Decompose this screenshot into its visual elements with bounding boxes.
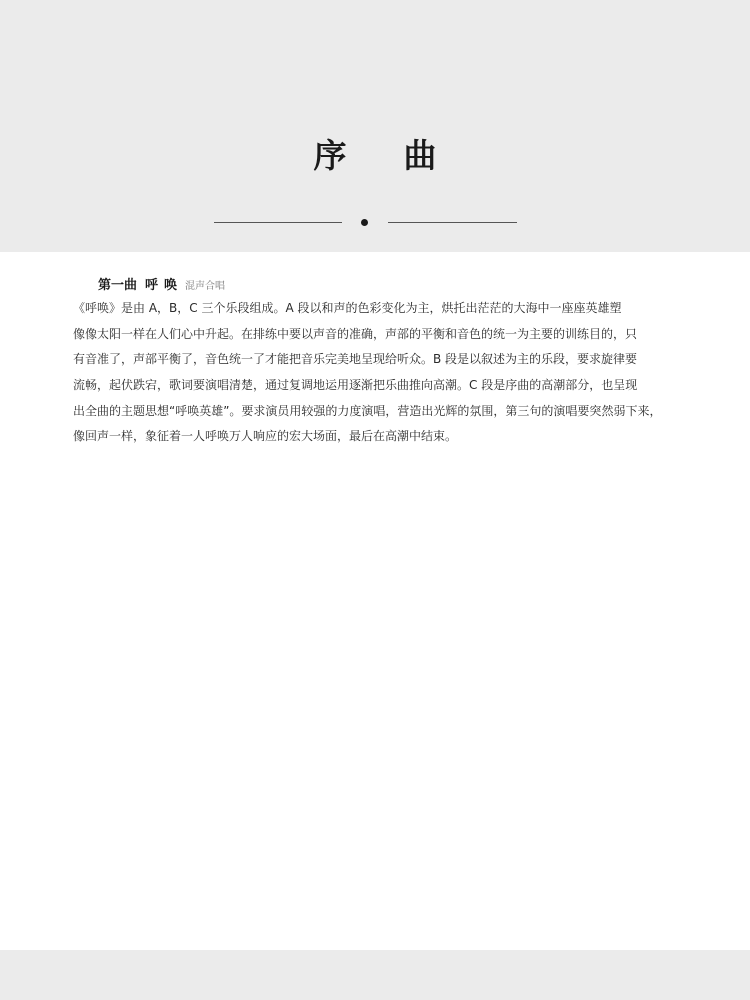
title-divider-right: [388, 222, 517, 223]
section-type: 混声合唱: [185, 281, 226, 292]
footer-band: [0, 950, 750, 1000]
title-divider-left: [214, 222, 342, 223]
section-heading: [98, 275, 225, 296]
page-title: 序曲: [313, 136, 494, 175]
title-divider-dot: [361, 219, 368, 226]
paragraph-line: 《呼唤》是由 A，B，C 三个乐段组成。A 段以和声的色彩变化为主，烘托出茫茫的大海中一座座英雄塑: [73, 301, 622, 315]
paragraph-line: 像像太阳一样在人们心中升起。在排练中要以声音的准确，声部的平衡和音色的统一为主要的训练目的，只: [73, 326, 638, 341]
section-number: 第一曲: [98, 278, 138, 293]
paragraph-line: 出全曲的主题思想“呼唤英雄”。要求演员用较强的力度演唱，营造出光辉的氛围，第三句的演唱要突然弱下来，: [73, 403, 662, 418]
paragraph-line: 流畅，起伏跌宕，歌词要演唱清楚，通过复调地运用逐渐把乐曲推向高潮。C 段是序曲的高潮部分，也呈现: [73, 378, 638, 393]
body-paragraph: [73, 296, 673, 450]
section-name: 呼唤: [145, 278, 184, 293]
paragraph-line: 有音准了，声部平衡了，音色统一了才能把音乐完美地呈现给听众。B 段是以叙述为主的乐段，要求旋律要: [73, 352, 638, 367]
paragraph-line: 像回声一样，象征着一人呼唤万人响应的宏大场面，最后在高潮中结束。: [73, 429, 458, 444]
header-band: [0, 0, 750, 252]
